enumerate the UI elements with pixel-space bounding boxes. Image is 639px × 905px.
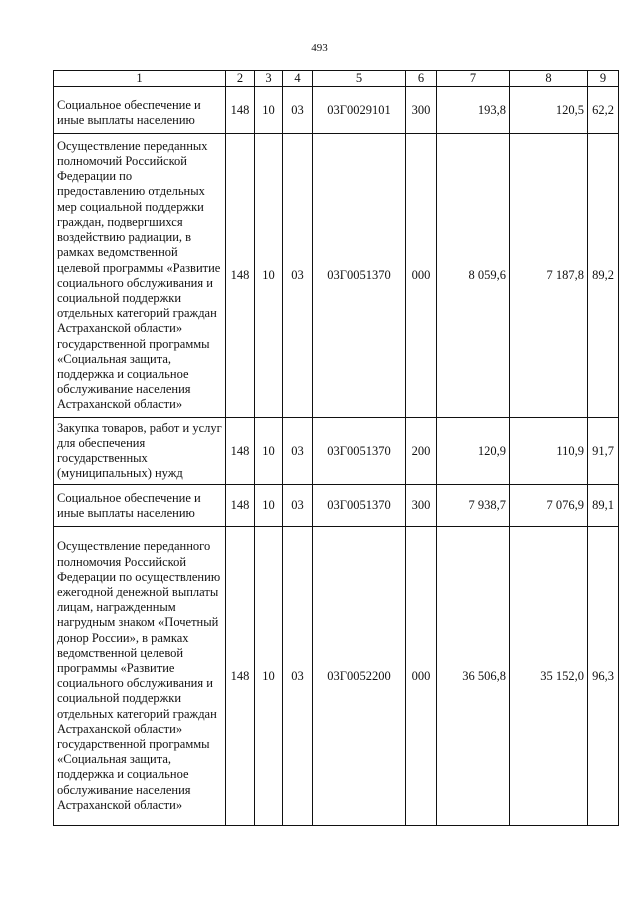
table-row bbox=[54, 418, 619, 485]
col-5-cell: 03Г0051370 bbox=[313, 134, 406, 418]
col-9-cell: 96,3 bbox=[588, 527, 619, 826]
col-4-cell: 03 bbox=[283, 418, 313, 485]
col-8-cell: 35 152,0 bbox=[510, 527, 588, 826]
col-3-cell: 10 bbox=[255, 87, 283, 134]
col-8-cell: 120,5 bbox=[510, 87, 588, 134]
col-2-cell: 148 bbox=[226, 485, 255, 527]
row-name: Социальное обеспечение и иные выплаты населению bbox=[54, 87, 226, 134]
col-9-cell: 89,2 bbox=[588, 134, 619, 418]
col-4-cell: 03 bbox=[283, 527, 313, 826]
table-row bbox=[54, 527, 619, 826]
budget-table bbox=[53, 70, 619, 826]
row-name: Осуществление переданного полномочия Российской Федерации по осуществлению ежегодной денежной выплаты лицам, награжденным нагрудным знаком «Почетный донор России», в рамках ведомственной целевой программы «Развитие социального обслуживания и социальной поддержки отдельных категорий граждан Астраханской области» государственной программы «Социальная защита, поддержка и социальное обслуживание населения Астраханской области» bbox=[54, 527, 226, 826]
row-name: Социальное обеспечение и иные выплаты населению bbox=[54, 485, 226, 527]
table-header-row bbox=[54, 71, 619, 87]
col-5-cell: 03Г0052200 bbox=[313, 527, 406, 826]
col-9-cell: 62,2 bbox=[588, 87, 619, 134]
column-header: 3 bbox=[255, 71, 283, 87]
col-5-cell: 03Г0051370 bbox=[313, 485, 406, 527]
column-header: 4 bbox=[283, 71, 313, 87]
col-4-cell: 03 bbox=[283, 134, 313, 418]
col-6-cell: 000 bbox=[406, 134, 437, 418]
col-3-cell: 10 bbox=[255, 418, 283, 485]
col-9-cell: 91,7 bbox=[588, 418, 619, 485]
column-header: 7 bbox=[437, 71, 510, 87]
column-header: 6 bbox=[406, 71, 437, 87]
table-row bbox=[54, 87, 619, 134]
col-5-cell: 03Г0029101 bbox=[313, 87, 406, 134]
col-4-cell: 03 bbox=[283, 485, 313, 527]
column-header: 2 bbox=[226, 71, 255, 87]
col-7-cell: 120,9 bbox=[437, 418, 510, 485]
col-9-cell: 89,1 bbox=[588, 485, 619, 527]
col-2-cell: 148 bbox=[226, 87, 255, 134]
row-name: Закупка товаров, работ и услуг для обеспечения государственных (муниципальных) нужд bbox=[54, 418, 226, 485]
row-name: Осуществление переданных полномочий Российской Федерации по предоставлению отдельных мер социальной поддержки граждан, подвергшихся воздействию радиации, в рамках ведомственной целевой программы «Развитие социального обслуживания и социальной поддержки отдельных категорий граждан Астраханской области» государственной программы «Социальная защита, поддержка и социальное обслуживание населения Астраханской области» bbox=[54, 134, 226, 418]
col-6-cell: 200 bbox=[406, 418, 437, 485]
col-7-cell: 193,8 bbox=[437, 87, 510, 134]
col-3-cell: 10 bbox=[255, 485, 283, 527]
column-header: 1 bbox=[54, 71, 226, 87]
col-3-cell: 10 bbox=[255, 134, 283, 418]
col-3-cell: 10 bbox=[255, 527, 283, 826]
col-2-cell: 148 bbox=[226, 418, 255, 485]
col-2-cell: 148 bbox=[226, 527, 255, 826]
table-row bbox=[54, 134, 619, 418]
col-8-cell: 7 187,8 bbox=[510, 134, 588, 418]
col-6-cell: 000 bbox=[406, 527, 437, 826]
column-header: 9 bbox=[588, 71, 619, 87]
col-6-cell: 300 bbox=[406, 485, 437, 527]
col-8-cell: 7 076,9 bbox=[510, 485, 588, 527]
col-2-cell: 148 bbox=[226, 134, 255, 418]
column-header: 5 bbox=[313, 71, 406, 87]
table-row bbox=[54, 485, 619, 527]
col-7-cell: 7 938,7 bbox=[437, 485, 510, 527]
col-8-cell: 110,9 bbox=[510, 418, 588, 485]
page-number: 493 bbox=[311, 42, 328, 54]
col-5-cell: 03Г0051370 bbox=[313, 418, 406, 485]
col-7-cell: 36 506,8 bbox=[437, 527, 510, 826]
col-4-cell: 03 bbox=[283, 87, 313, 134]
col-6-cell: 300 bbox=[406, 87, 437, 134]
col-7-cell: 8 059,6 bbox=[437, 134, 510, 418]
column-header: 8 bbox=[510, 71, 588, 87]
